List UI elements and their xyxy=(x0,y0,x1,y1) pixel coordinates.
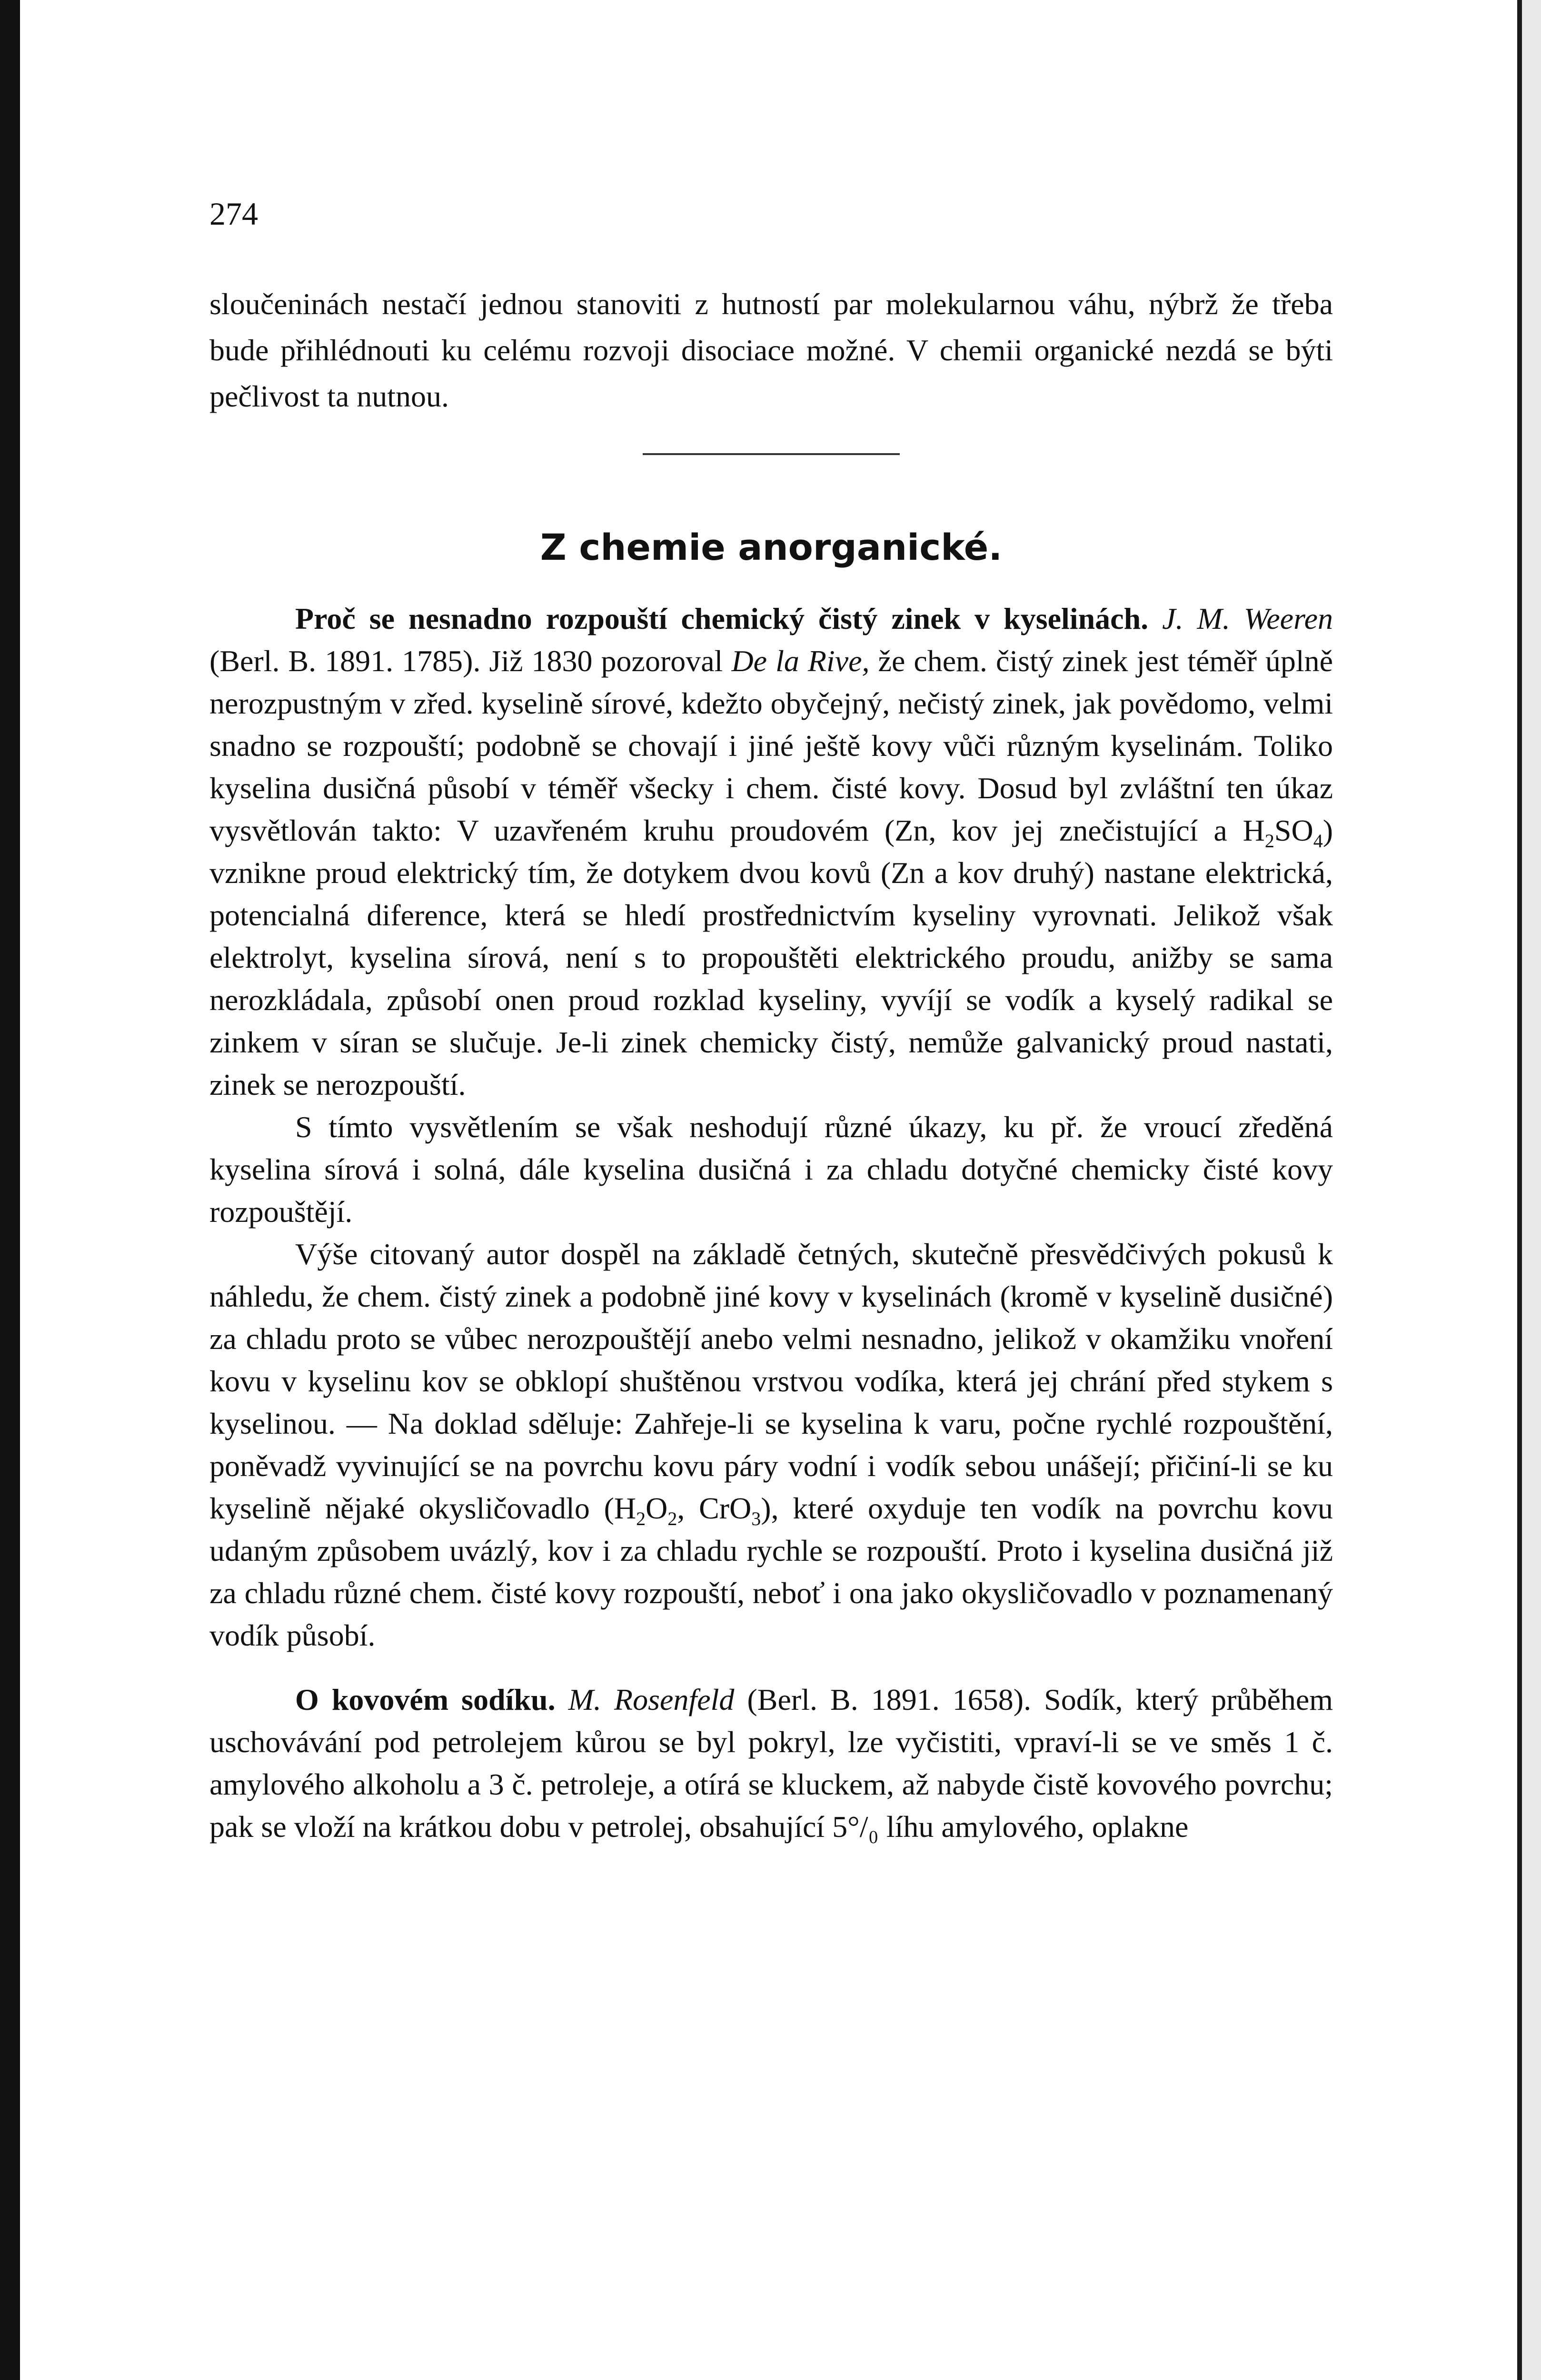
article1-text-c: SO xyxy=(1274,813,1313,847)
article2-paragraph xyxy=(209,1678,1333,1848)
percent-sign: °/₀ xyxy=(847,1810,879,1844)
article1-p3-text-d: ), které oxyduje ten vodík na povrchu kovu udaným způsobem uvázlý, kov i za chladu rychle se rozpouští. Proto i kyselina dusičná již za chladu různé chem. čisté kovy rozpouští, neboť i ona jako okysličovadlo v poznamenaný vodík působí. xyxy=(209,1491,1333,1652)
article1-title: Proč se nesnadno rozpouští chemický čistý zinek v kyselinách. xyxy=(295,602,1149,635)
article1-text-d: ) vznikne proud elektrický tím, že dotykem dvou kovů (Zn a kov druhý) nastane elektrická, potencialná diference, která se hledí prostřednictvím kyseliny vyrovnati. Jelikož však elektrolyt, kyselina sírová, není s to propouštěti elektrického proudu, anižby se sama nerozkládala, způsobí onen proud rozklad kyseliny, vyvíjí se vodík a kyselý radikal se zinkem v síran se slučuje. Je-li zinek chemicky čistý, nemůže galvanický proud nastati, zinek se nerozpouští. xyxy=(209,813,1333,1101)
page-number: 274 xyxy=(209,196,258,232)
article1-paragraph1 xyxy=(209,597,1333,1106)
article1-text-a: Již 1830 pozoroval xyxy=(489,644,723,678)
article1-citation: (Berl. B. 1891. 1785). xyxy=(209,644,481,678)
article2-author: M. Rosenfeld xyxy=(568,1683,735,1716)
section-title: Z chemie anorganické. xyxy=(540,526,1003,568)
article2-title: O kovovém sodíku. xyxy=(295,1683,556,1716)
article1-paragraph3 xyxy=(209,1233,1333,1656)
section-divider xyxy=(643,453,900,455)
subscript: 2 xyxy=(636,1507,646,1529)
subscript: 2 xyxy=(1264,830,1274,852)
article-body xyxy=(209,597,1333,1848)
article2-text-a: Sodík, který průběhem uschovávání pod petrolejem kůrou se byl pokryl, lze vyčistiti, vpraví-li se ve směs 1 č. amylového alkoholu a 3 č. petroleje, a otírá se kluckem, až nabyde čistě kovového povrchu; pak se vloží na krátkou dobu v petrolej, obsahující 5 xyxy=(209,1683,1333,1844)
article2-citation: (Berl. B. 1891. 1658). xyxy=(747,1683,1032,1716)
article2-text-b: líhu amylového, oplakne xyxy=(886,1810,1189,1844)
intro-paragraph: sloučeninách nestačí jednou stanoviti z hutností par molekularnou váhu, nýbrž že třeba bude přihlédnouti ku celému rozvoji disociace možné. V chemii organické nezdá se býti pečlivost ta nutnou. xyxy=(209,287,1333,413)
article1-p3-text-c: , CrO xyxy=(677,1491,752,1525)
article1-author: J. M. Weeren xyxy=(1162,602,1333,635)
subscript: 3 xyxy=(751,1507,761,1529)
subscript: 2 xyxy=(667,1507,677,1529)
article1-author2: De la Rive, xyxy=(731,644,870,678)
article1-text-b: že chem. čistý zinek jest téměř úplně nerozpustným v zřed. kyselině sírové, kdežto obyčejný, nečistý zinek, jak povědomo, velmi snadno se rozpouští; podobně se chovají i jiné ještě kovy vůči různým kyselinám. Toliko kyselina dusičná působí v téměř všecky i chem. čisté kovy. Dosud byl zvláštní ten úkaz vysvětlován takto: V uzavřeném kruhu proudovém (Zn, kov jej znečistující a H xyxy=(209,644,1333,847)
article1-p3-text-a: Výše citovaný autor dospěl na základě četných, skutečně přesvědčivých pokusů k náhledu, že chem. čistý zinek a podobně jiné kovy v kyselinách (kromě v kyselině dusičné) za chladu proto se vůbec nerozpouštějí anebo velmi nesnadno, jelikož v okamžiku vnoření kovu v kyselinu kov se obklopí shuštěnou vrstvou vodíka, která jej chrání před stykem s kyselinou. — Na doklad sděluje: Zahřeje-li se kyselina k varu, počne rychlé rozpouštění, poněvadž vyvinující se na povrchu kovu páry vodní i vodík sebou unášejí; přičiní-li se ku kyselině nějaké okysličovadlo (H xyxy=(209,1237,1333,1525)
scan-edge-left xyxy=(0,0,20,2380)
article1-p3-text-b: O xyxy=(646,1491,668,1525)
subscript: 4 xyxy=(1313,830,1323,852)
scan-edge-right xyxy=(1517,0,1541,2380)
article1-paragraph2: S tímto vysvětlením se však neshodují různé úkazy, ku př. že vroucí zředěná kyselina sírová i solná, dále kyselina dusičná i za chladu dotyčné chemicky čisté kovy rozpouštějí. xyxy=(209,1110,1333,1229)
